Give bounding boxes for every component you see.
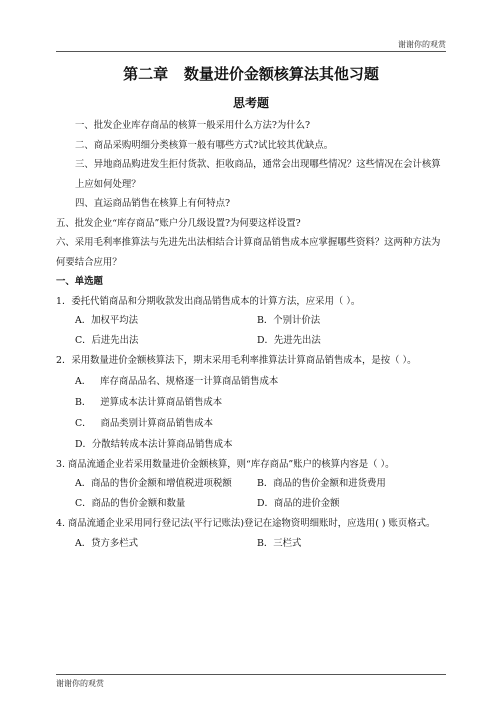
question-1-options-row-1 (56, 311, 446, 331)
option-a: A．贷方多栏式 (75, 537, 139, 549)
footer-divider (56, 674, 446, 675)
thinking-question-4: 四、直运商品销售在核算上有何特点? (75, 198, 231, 209)
question-3-options-row-2 (56, 494, 446, 514)
question-1-options-row-2 (56, 331, 446, 351)
question-2-option-c: C． 商品类别计算商品销售成本 (75, 417, 213, 429)
option-b: B．商品的售价金额和进货费用 (257, 478, 386, 489)
chapter-title: 第二章 数量进价金额核算法其他习题 (123, 65, 379, 83)
option-a: A．商品的售价金额和增值税进项税额 (75, 478, 232, 489)
question-2-option-a: A． 库存商品品名、规格逐一计算商品销售成本 (75, 375, 279, 387)
thinking-question-3: 三、异地商品购进发生拒付货款、拒收商品，通常会出现哪些情况？这些情况在会计核算上应如何处理？ (75, 159, 441, 190)
question-4-options-row-1 (56, 534, 446, 554)
option-a: A．加权平均法 (75, 315, 139, 326)
option-c: C．后进先出法 (75, 335, 139, 346)
option-b: B．三栏式 (257, 537, 302, 549)
page-header: 谢谢你的观赏 (398, 40, 446, 49)
thinking-question-6: 六、采用毛利率推算法与先进先出法相结合计算商品销售成本应掌握哪些资料？这两种方法为何要结合应用？ (56, 237, 441, 268)
question-2-option-b: B． 逆算成本法计算商品销售成本 (75, 396, 223, 408)
question-3-stem: 3. 商品流通企业若采用数量进价金额核算，则“库存商品”账户的核算内容是（ ）。 (56, 458, 395, 470)
single-choice-heading: 一、单选题 (56, 276, 103, 287)
question-2-stem: 2．采用数量进价金额核算法下，期末采用毛利率推算法计算商品销售成本，是按（ ）。 (56, 355, 417, 366)
question-1-stem: 1．委托代销商品和分期收款发出商品销售成本的计算方法，应采用（ ）。 (56, 295, 361, 307)
option-d: D．先进先出法 (257, 335, 321, 346)
option-c: C．商品的售价金额和数量 (75, 498, 186, 509)
section-title: 思考题 (232, 96, 269, 110)
question-3-options-row-1 (56, 474, 446, 494)
question-2-option-d: D．分散结转成本法计算商品销售成本 (75, 438, 233, 450)
page-content (56, 60, 446, 554)
thinking-question-1: 一、批发企业库存商品的核算一般采用什么方法?为什么? (75, 120, 311, 131)
thinking-question-2: 二、商品采购明细分类核算一般有哪些方式?试比较其优缺点。 (75, 139, 334, 151)
option-b: B．个别计价法 (257, 315, 321, 326)
page-footer: 谢谢你的观赏 (56, 679, 104, 688)
question-4-stem: 4. 商品流通企业采用同行登记法(平行记账法)登记在途物资明细账时，应选用( ) 账页格式。 (56, 518, 436, 529)
thinking-question-5: 五、批发企业“库存商品”账户分几级设置?为何要这样设置? (56, 217, 301, 229)
option-d: D．商品的进价金额 (257, 498, 340, 509)
header-divider (56, 51, 446, 52)
